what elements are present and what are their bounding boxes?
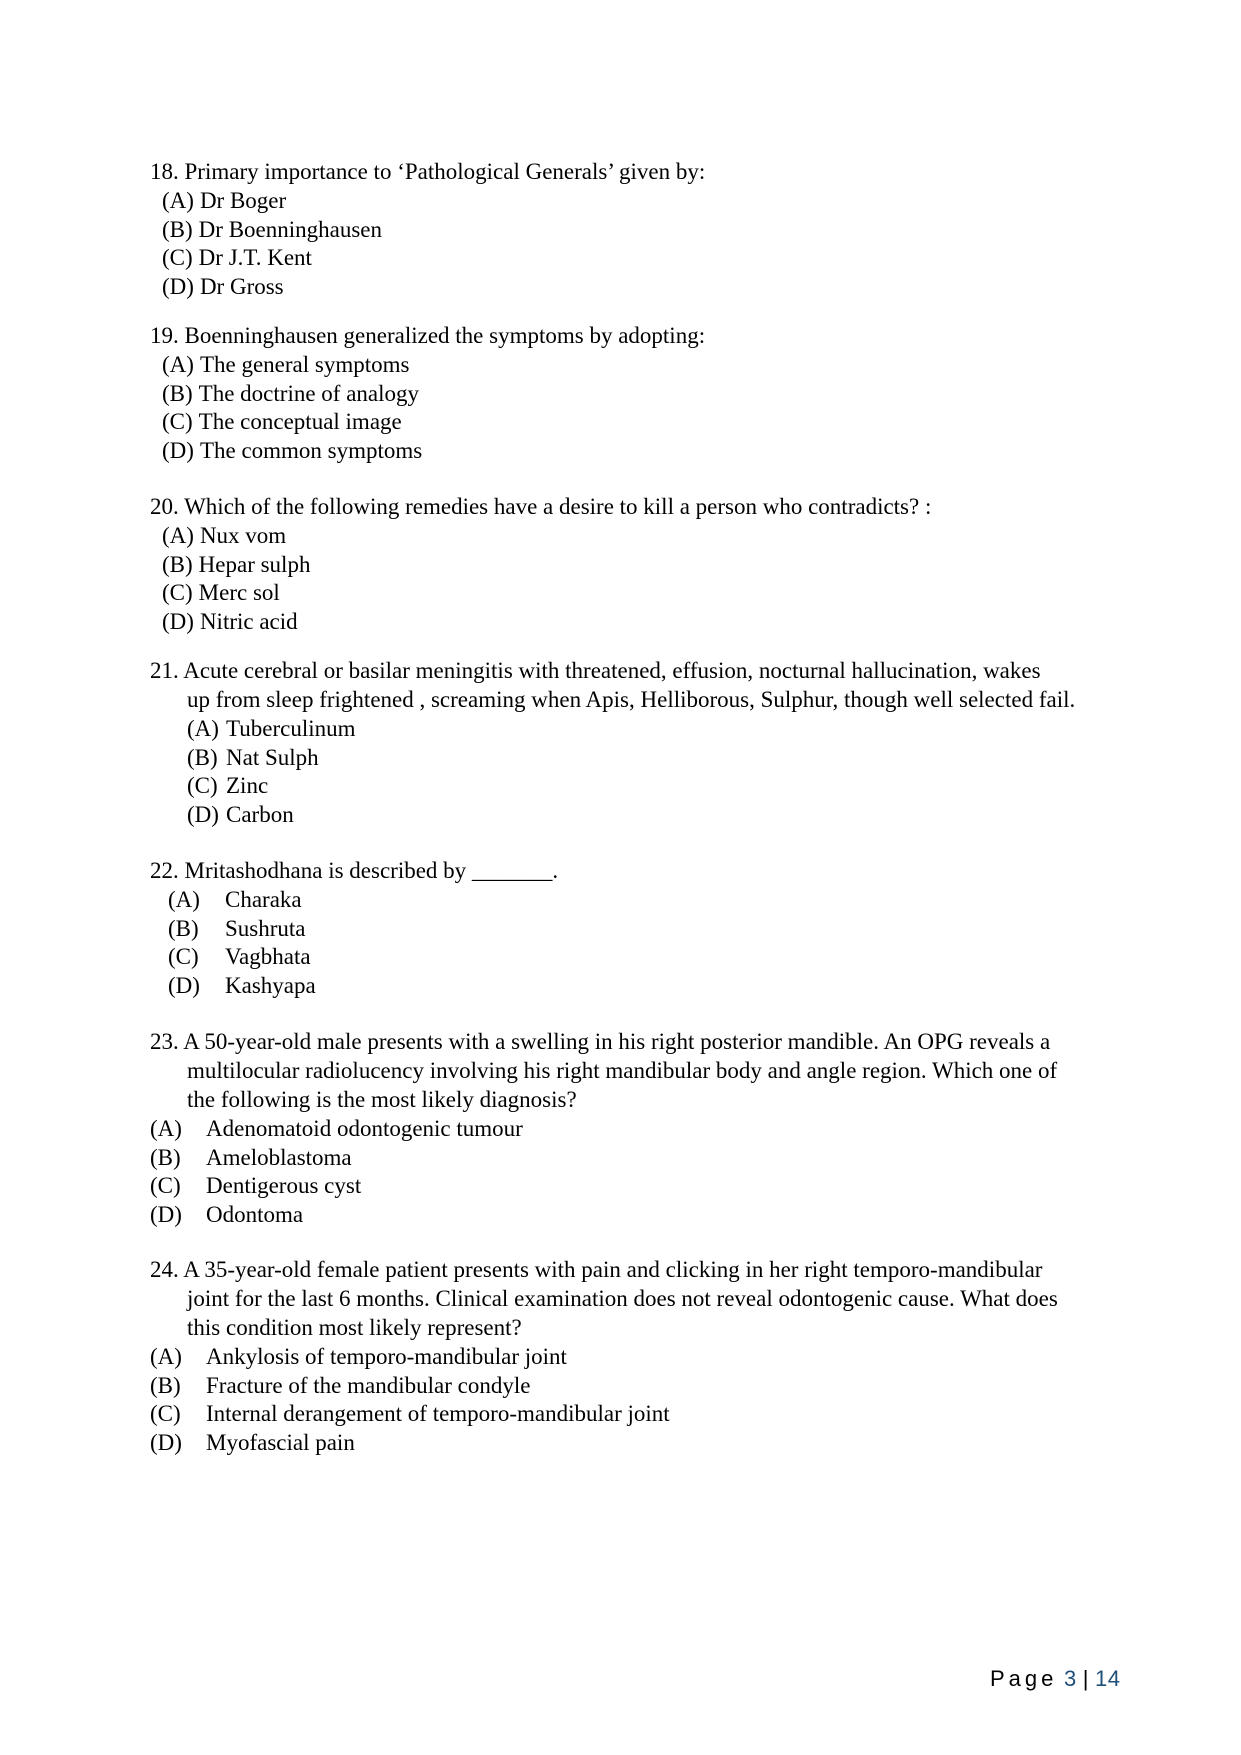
option-d: (D) The common symptoms	[162, 437, 423, 463]
question-19	[150, 321, 1160, 464]
option-a: (A) Adenomatoid odontogenic tumour	[150, 1116, 523, 1141]
question-24	[150, 1255, 1160, 1456]
option-c: (C) Zinc	[187, 773, 269, 798]
question-text: Mritashodhana is described by _______.	[184, 858, 559, 883]
question-number: 21.	[150, 658, 179, 683]
question-22	[150, 856, 1160, 999]
question-text: Which of the following remedies have a desire to kill a person who contradicts? :	[184, 494, 932, 519]
question-number: 20.	[150, 494, 179, 519]
option-d: (D) Odontoma	[150, 1201, 304, 1227]
option-c: (C) Merc sol	[162, 580, 280, 605]
question-text-line2: up from sleep frightened , screaming when Apis, Helliborous, Sulphur, though well selected fail.	[187, 687, 1076, 712]
option-a: (A) Tuberculinum	[187, 716, 356, 741]
question-text: Boenninghausen generalized the symptoms by adopting:	[184, 323, 706, 348]
question-text-line1: A 35-year-old female patient presents with pain and clicking in her right temporo-mandibular	[183, 1257, 1043, 1282]
page-current: 3	[1064, 1666, 1077, 1691]
question-stem	[150, 492, 1160, 521]
question-text-line2: multilocular radiolucency involving his right mandibular body and angle region. Which one of	[187, 1058, 1058, 1083]
option-c: (C) Dentigerous cyst	[150, 1173, 362, 1198]
question-stem-continued	[150, 1313, 1160, 1342]
question-stem-continued	[150, 1085, 1160, 1114]
question-text-line1: A 50-year-old male presents with a swelling in his right posterior mandible. An OPG reveals a	[183, 1029, 1051, 1054]
question-stem	[150, 856, 1160, 885]
question-23	[150, 1027, 1160, 1228]
question-18	[150, 157, 1160, 300]
question-stem	[150, 157, 1160, 186]
question-stem-continued	[150, 685, 1160, 714]
question-stem	[150, 1027, 1160, 1056]
option-a: (A) The general symptoms	[162, 352, 410, 377]
option-c: (C) Dr J.T. Kent	[162, 245, 312, 270]
question-stem	[150, 321, 1160, 350]
option-a: (A) Ankylosis of temporo-mandibular joint	[150, 1344, 567, 1369]
question-number: 22.	[150, 858, 179, 883]
question-20	[150, 492, 1160, 635]
option-d: (D) Myofascial pain	[150, 1429, 355, 1455]
option-b: (B) Dr Boenninghausen	[162, 216, 382, 242]
question-stem-continued	[150, 1284, 1160, 1313]
option-a: (A) Nux vom	[162, 523, 287, 548]
question-stem	[150, 1255, 1160, 1284]
question-21	[150, 656, 1160, 828]
question-number: 18.	[150, 159, 179, 184]
question-number: 24.	[150, 1257, 179, 1282]
option-b: (B) Sushruta	[168, 915, 306, 941]
question-stem-continued	[150, 1056, 1160, 1085]
option-c: (C) Vagbhata	[168, 944, 311, 969]
option-b: (B) The doctrine of analogy	[162, 380, 420, 406]
page-footer	[990, 1666, 1120, 1692]
option-a: (A) Charaka	[168, 887, 302, 912]
option-b: (B) Hepar sulph	[162, 551, 311, 577]
option-b: (B) Ameloblastoma	[150, 1144, 352, 1170]
question-number: 19.	[150, 323, 179, 348]
option-b: (B) Nat Sulph	[187, 744, 319, 770]
page-label: Page	[990, 1666, 1058, 1691]
option-d: (D) Carbon	[187, 801, 294, 827]
question-text-line2: joint for the last 6 months. Clinical examination does not reveal odontogenic cause. What does	[187, 1286, 1058, 1311]
question-text-line1: Acute cerebral or basilar meningitis with threatened, effusion, nocturnal hallucination, wakes	[183, 658, 1041, 683]
page-total: 14	[1094, 1666, 1121, 1691]
option-a: (A) Dr Boger	[162, 188, 287, 213]
option-b: (B) Fracture of the mandibular condyle	[150, 1372, 531, 1398]
question-number: 23.	[150, 1029, 179, 1054]
option-d: (D) Dr Gross	[162, 273, 284, 299]
option-d: (D) Kashyapa	[168, 972, 316, 998]
question-stem	[150, 656, 1160, 685]
question-text-line3: this condition most likely represent?	[187, 1315, 522, 1340]
option-d: (D) Nitric acid	[162, 608, 298, 634]
question-text: Primary importance to ‘Pathological Generals’ given by:	[184, 159, 706, 184]
option-c: (C) The conceptual image	[162, 409, 402, 434]
page-separator: |	[1082, 1666, 1089, 1691]
question-text-line3: the following is the most likely diagnosis?	[187, 1087, 577, 1112]
option-c: (C) Internal derangement of temporo-mandibular joint	[150, 1401, 670, 1426]
